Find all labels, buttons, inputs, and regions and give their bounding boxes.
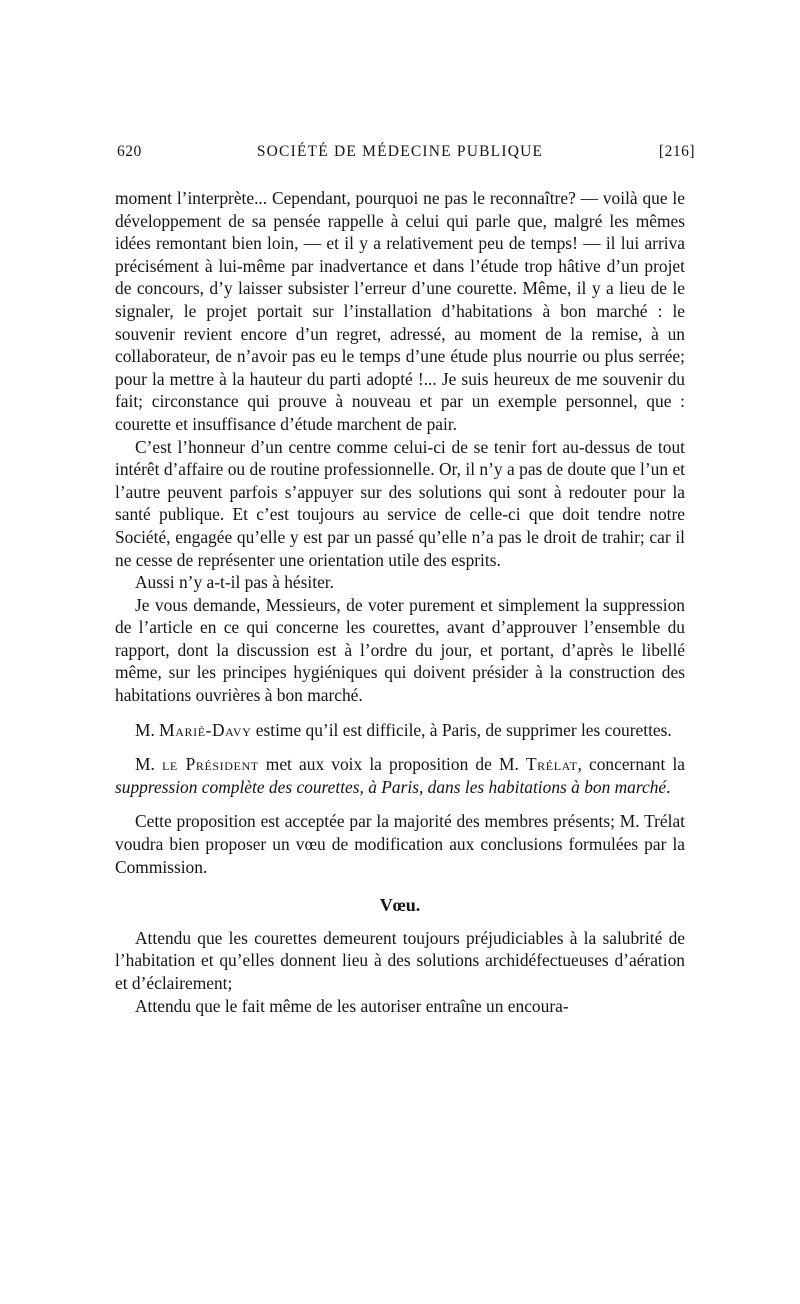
speaker-text: met aux voix la proposition de M. xyxy=(258,754,526,775)
page-number: 620 xyxy=(117,143,142,160)
speaker-prefix: M. xyxy=(135,719,160,740)
running-title: SOCIÉTÉ DE MÉDECINE PUBLIQUE xyxy=(256,143,544,160)
paragraph-president xyxy=(115,753,685,798)
paragraph-hesiter: Aussi n’y a-t-il pas à hésiter. xyxy=(135,572,334,593)
speaker-text: , concernant la xyxy=(577,754,685,775)
paragraph-acceptee: Cette proposition est acceptée par la majorité des membres présents; M. Trélat voudra bien proposer un vœu de modification aux conclusions formulées par la Commission. xyxy=(115,811,685,877)
speaker-name: Marié-Davy xyxy=(159,719,252,740)
paragraph-honneur: C’est l’honneur d’un centre comme celui-ci de se tenir fort au-dessus de tout intérêt d’affaire ou de routine professionnelle. Or, il n’y a pas de doute que l’un et l’autre peuvent parfois s’appuyer sur des solutions qui sont à redouter pour la santé publique. Et c’est toujours au service de celle-ci que doit tendre notre Société, engagée qu’elle y est par un passé qu’elle n’a pas le droit de trahir; car il ne cesse de représenter une orientation utile des esprits. xyxy=(115,436,685,570)
bracket-page-number: [216] xyxy=(658,143,695,160)
speaker-name: le Président xyxy=(161,754,259,775)
paragraph-continuation: moment l’interprète... Cependant, pourquoi ne pas le reconnaître? — voilà que le développement de sa pensée rappelle à celui qui parle que, malgré les mêmes idées remontant bien loin, — et il y a relativement peu de temps! — il lui arriva précisément à lui-même par inadvertance et dans l’étude trop hâtive d’un projet de concours, d’y laisser subsister l’erreur d’une courette. Même, il y a lieu de le signaler, le projet portait sur l’installation d’habitations à bon marché : le souvenir revient encore d’un regret, adressé, au moment de la remise, à un collaborateur, de n’avoir pas eu le temps d’une étude plus nourrie ou plus serrée; pour la mettre à la hauteur du parti adopté !... Je suis heureux de me souvenir du fait; circonstance qui prouve à nouveau et par un exemple personnel, que : courette et insuffisance d’étude marchent de pair. xyxy=(115,188,685,434)
running-header xyxy=(115,143,695,167)
paragraph-marie-davy xyxy=(115,719,685,742)
person-name: Trélat xyxy=(525,754,578,775)
page-content xyxy=(115,143,695,1017)
paragraph-demande: Je vous demande, Messieurs, de voter purement et simplement la suppression de l’article en ce qui concerne les courettes, avant d’approuver l’ensemble du rapport, dont la discussion est à l’ordre du jour, et portant, d’après le libellé même, sur les principes hygiéniques qui doivent présider à la construction des habitations ouvrières à bon marché. xyxy=(115,594,685,706)
paragraph-attendu-1: Attendu que les courettes demeurent toujours préjudiciables à la salubrité de l’habitation et qu’elles donnent lieu à des solutions archidéfectueuses d’aération et d’éclairement; xyxy=(115,927,685,993)
body-text xyxy=(115,187,685,1017)
italic-proposition: suppression complète des courettes, à Paris, dans les habitations à bon marché xyxy=(115,776,667,797)
sentence-end: . xyxy=(666,776,671,797)
paragraph-attendu-2: Attendu que le fait même de les autoriser entraîne un encoura- xyxy=(135,995,569,1016)
section-heading: Vœu. xyxy=(379,895,421,916)
speaker-text: estime qu’il est difficile, à Paris, de supprimer les courettes. xyxy=(251,719,672,740)
speaker-prefix: M. xyxy=(135,754,162,775)
